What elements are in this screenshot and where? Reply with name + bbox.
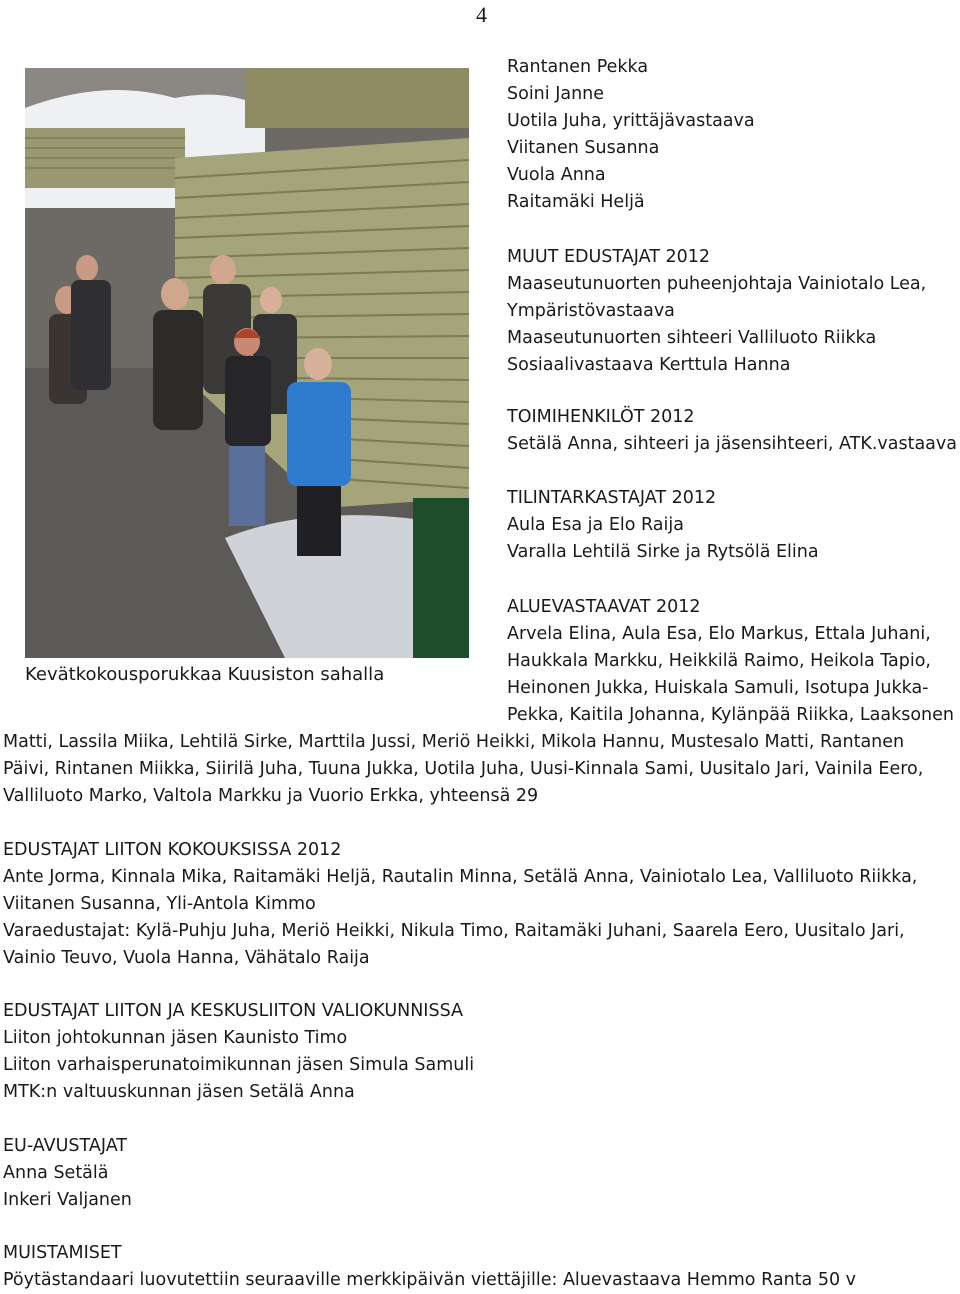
text-line: Vuola Anna: [507, 165, 606, 185]
section-heading: EU-AVUSTAJAT: [3, 1136, 127, 1156]
section-heading: EDUSTAJAT LIITON KOKOUKSISSA 2012: [3, 840, 342, 860]
text-line: Aula Esa ja Elo Raija: [507, 515, 684, 535]
text-line: Pöytästandaari luovutettiin seuraaville merkkipäivän viettäjille: Aluevastaava Hemmo Ranta 50 v: [3, 1270, 857, 1290]
text-line: MTK:n valtuuskunnan jäsen Setälä Anna: [3, 1082, 355, 1102]
section-heading: EDUSTAJAT LIITON JA KESKUSLIITON VALIOKUNNISSA: [3, 1001, 463, 1021]
text-line: Viitanen Susanna: [507, 138, 660, 158]
text-line: Setälä Anna, sihteeri ja jäsensihteeri, ATK.vastaava: [507, 434, 957, 454]
section-heading: MUISTAMISET: [3, 1243, 122, 1263]
section-heading: MUUT EDUSTAJAT 2012: [507, 247, 710, 267]
text-line: Ante Jorma, Kinnala Mika, Raitamäki Heljä, Rautalin Minna, Setälä Anna, Vainiotalo Lea, Valliluoto Riikka,: [3, 867, 918, 887]
section-valiokunnat: [3, 998, 953, 1106]
text-line: Varalla Lehtilä Sirke ja Rytsölä Elina: [507, 542, 819, 562]
group-photo: [25, 68, 469, 658]
text-line: Päivi, Rintanen Miikka, Siirilä Juha, Tuuna Jukka, Uotila Juha, Uusi-Kinnala Sami, Uusitalo Jari, Vainila Eero,: [3, 759, 924, 779]
text-line: Viitanen Susanna, Yli-Antola Kimmo: [3, 894, 316, 914]
text-line: Inkeri Valjanen: [3, 1190, 132, 1210]
text-line: Heinonen Jukka, Huiskala Samuli, Isotupa Jukka-: [507, 678, 929, 698]
text-line: Matti, Lassila Miika, Lehtilä Sirke, Marttila Jussi, Meriö Heikki, Mikola Hannu, Mustesalo Matti, Rantanen: [3, 732, 905, 752]
text-line: Liiton varhaisperunatoimikunnan jäsen Simula Samuli: [3, 1055, 475, 1075]
aluevastaavat-continued: [3, 729, 953, 810]
text-line: Rantanen Pekka: [507, 57, 649, 77]
text-line: Vainio Teuvo, Vuola Hanna, Vähätalo Raija: [3, 948, 370, 968]
page-number: 4: [476, 2, 487, 27]
text-line: Pekka, Kaitila Johanna, Kylänpää Riikka, Laaksonen: [507, 705, 955, 725]
section-edustajat-kokouksissa: [3, 837, 953, 972]
text-line: Anna Setälä: [3, 1163, 109, 1183]
section-muistamiset: [3, 1240, 953, 1294]
text-line: Maaseutunuorten sihteeri Valliluoto Riikka: [507, 328, 877, 348]
text-line: Uotila Juha, yrittäjävastaava: [507, 111, 755, 131]
section-heading: TILINTARKASTAJAT 2012: [507, 488, 717, 508]
text-line: Varaedustajat: Kylä-Puhju Juha, Meriö Heikki, Nikula Timo, Raitamäki Juhani, Saarela Eero, Uusitalo Jari,: [3, 921, 905, 941]
section-heading: TOIMIHENKILÖT 2012: [507, 407, 695, 427]
text-line: Arvela Elina, Aula Esa, Elo Markus, Ettala Juhani,: [507, 624, 931, 644]
text-line: Valliluoto Marko, Valtola Markku ja Vuorio Erkka, yhteensä 29: [3, 786, 539, 806]
text-line: Ympäristövastaava: [507, 301, 675, 321]
text-line: Soini Janne: [507, 84, 605, 104]
section-heading: ALUEVASTAAVAT 2012: [507, 597, 701, 617]
section-eu-avustajat: [3, 1133, 953, 1214]
text-line: Liiton johtokunnan jäsen Kaunisto Timo: [3, 1028, 348, 1048]
text-line: Haukkala Markku, Heikkilä Raimo, Heikola Tapio,: [507, 651, 931, 671]
text-line: Maaseutunuorten puheenjohtaja Vainiotalo Lea,: [507, 274, 927, 294]
photo-caption: Kevätkokousporukkaa Kuusiston sahalla: [25, 664, 385, 685]
text-line: Sosiaalivastaava Kerttula Hanna: [507, 355, 791, 375]
text-line: Raitamäki Heljä: [507, 192, 645, 212]
